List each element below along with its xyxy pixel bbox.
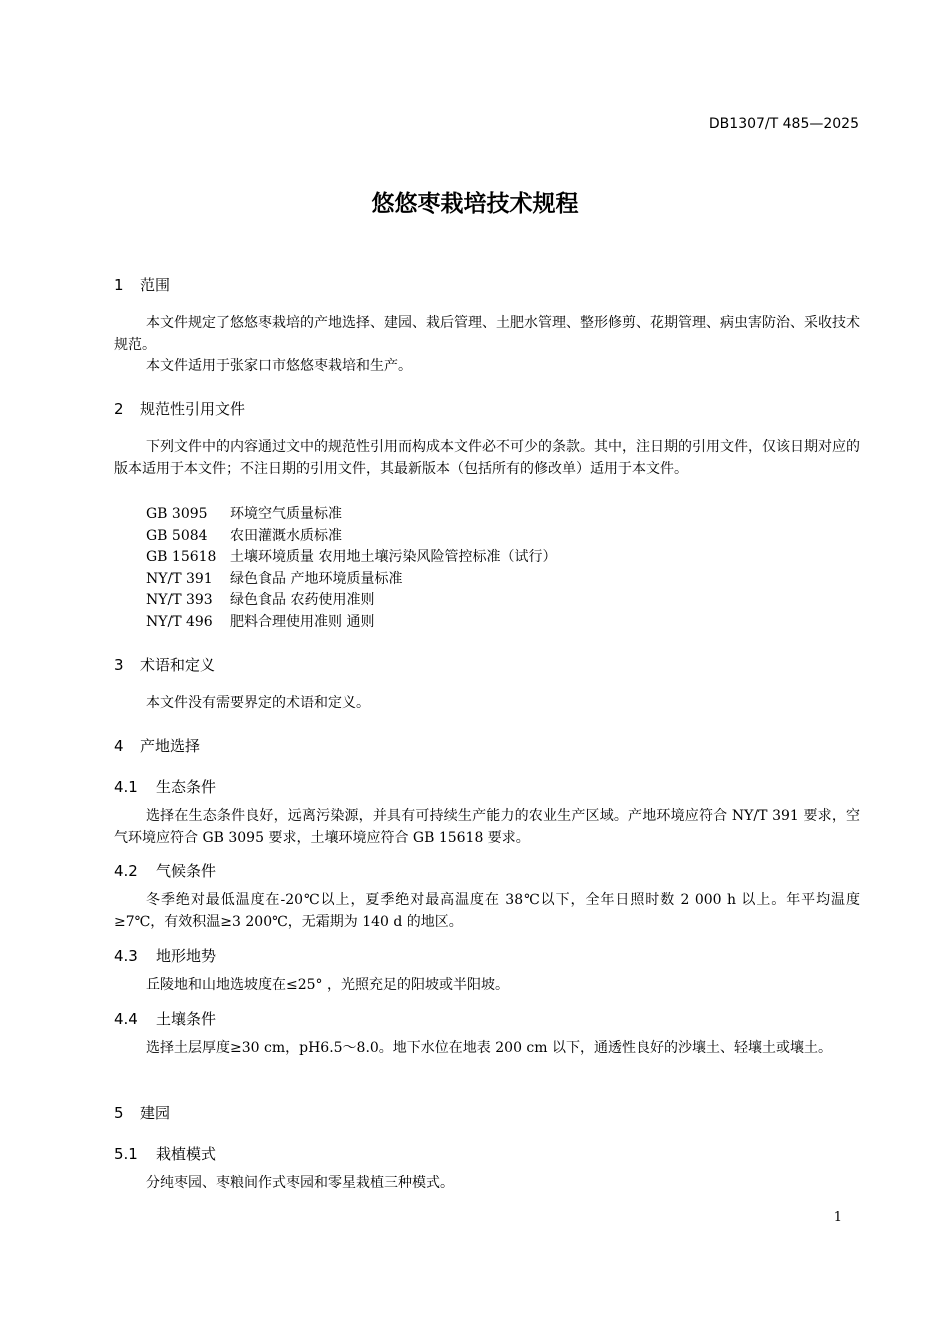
subsection-number: 4.1 — [114, 778, 138, 796]
reference-item — [146, 503, 342, 523]
reference-name: 环境空气质量标准 — [230, 506, 342, 522]
section-number: 2 — [114, 400, 124, 418]
paragraph: 冬季绝对最低温度在-20℃以上，夏季绝对最高温度在 38℃以下，全年日照时数 2 000 h 以上。年平均温度≥7℃，有效积温≥3 200℃，无霜期为 140 d 的地区。 — [114, 892, 860, 930]
subsection-number: 4.3 — [114, 947, 138, 965]
reference-name: 农田灌溉水质标准 — [230, 528, 342, 544]
subsection-title: 地形地势 — [156, 947, 217, 965]
reference-item — [146, 589, 374, 609]
reference-name: 绿色食品 产地环境质量标准 — [230, 571, 403, 587]
reference-code: GB 3095 — [146, 506, 208, 522]
section-heading-5 — [114, 1102, 170, 1123]
subsection-heading-5-1 — [114, 1143, 216, 1164]
reference-name: 肥料合理使用准则 通则 — [230, 614, 375, 630]
reference-name: 土壤环境质量 农用地土壤污染风险管控标准（试行） — [230, 549, 557, 565]
subsection-title: 土壤条件 — [156, 1010, 217, 1028]
reference-code: NY/T 496 — [146, 614, 213, 630]
section-title: 建园 — [140, 1104, 171, 1122]
subsection-heading-4-2 — [114, 860, 216, 881]
page-number: 1 — [833, 1210, 842, 1225]
section-title: 术语和定义 — [140, 656, 216, 674]
paragraph: 分纯枣园、枣粮间作式枣园和零星栽植三种模式。 — [146, 1175, 454, 1191]
reference-code: NY/T 393 — [146, 592, 213, 608]
section-number: 1 — [114, 276, 124, 294]
paragraph: 本文件没有需要界定的术语和定义。 — [146, 695, 370, 711]
section-number: 4 — [114, 737, 124, 755]
section-title: 范围 — [140, 276, 171, 294]
subsection-title: 气候条件 — [156, 862, 217, 880]
reference-code: NY/T 391 — [146, 571, 213, 587]
reference-item — [146, 568, 402, 588]
subsection-number: 5.1 — [114, 1145, 138, 1163]
standard-code: DB1307/T 485—2025 — [708, 116, 859, 132]
reference-item — [146, 611, 374, 631]
subsection-title: 栽植模式 — [156, 1145, 217, 1163]
subsection-heading-4-3 — [114, 945, 216, 966]
paragraph: 本文件适用于张家口市悠悠枣栽培和生产。 — [146, 358, 412, 374]
subsection-number: 4.2 — [114, 862, 138, 880]
paragraph: 本文件规定了悠悠枣栽培的产地选择、建园、栽后管理、土肥水管理、整形修剪、花期管理、病虫害防治、采收技术规范。 — [114, 315, 860, 353]
reference-code: GB 15618 — [146, 549, 217, 565]
section-heading-4 — [114, 735, 200, 756]
subsection-heading-4-4 — [114, 1008, 216, 1029]
document-title: 悠悠枣栽培技术规程 — [371, 191, 579, 217]
reference-code: GB 5084 — [146, 528, 208, 544]
section-number: 5 — [114, 1104, 124, 1122]
section-heading-1 — [114, 274, 170, 295]
paragraph: 选择土层厚度≥30 cm，pH6.5～8.0。地下水位在地表 200 cm 以下，通透性良好的沙壤土、轻壤土或壤土。 — [146, 1040, 832, 1056]
reference-item — [146, 546, 556, 566]
paragraph: 下列文件中的内容通过文中的规范性引用而构成本文件必不可少的条款。其中，注日期的引用文件，仅该日期对应的版本适用于本文件；不注日期的引用文件，其最新版本（包括所有的修改单）适用于本文件。 — [114, 439, 860, 477]
reference-item — [146, 525, 342, 545]
section-title: 规范性引用文件 — [140, 400, 246, 418]
subsection-number: 4.4 — [114, 1010, 138, 1028]
section-heading-2 — [114, 398, 245, 419]
reference-name: 绿色食品 农药使用准则 — [230, 592, 375, 608]
subsection-heading-4-1 — [114, 776, 216, 797]
subsection-title: 生态条件 — [156, 778, 217, 796]
section-heading-3 — [114, 654, 215, 675]
paragraph: 选择在生态条件良好，远离污染源，并具有可持续生产能力的农业生产区域。产地环境应符合 NY/T 391 要求，空气环境应符合 GB 3095 要求，土壤环境应符合 GB 15618 要求。 — [114, 808, 860, 846]
section-number: 3 — [114, 656, 124, 674]
section-title: 产地选择 — [140, 737, 201, 755]
paragraph: 丘陵地和山地选坡度在≤25° ，光照充足的阳坡或半阳坡。 — [146, 977, 509, 993]
